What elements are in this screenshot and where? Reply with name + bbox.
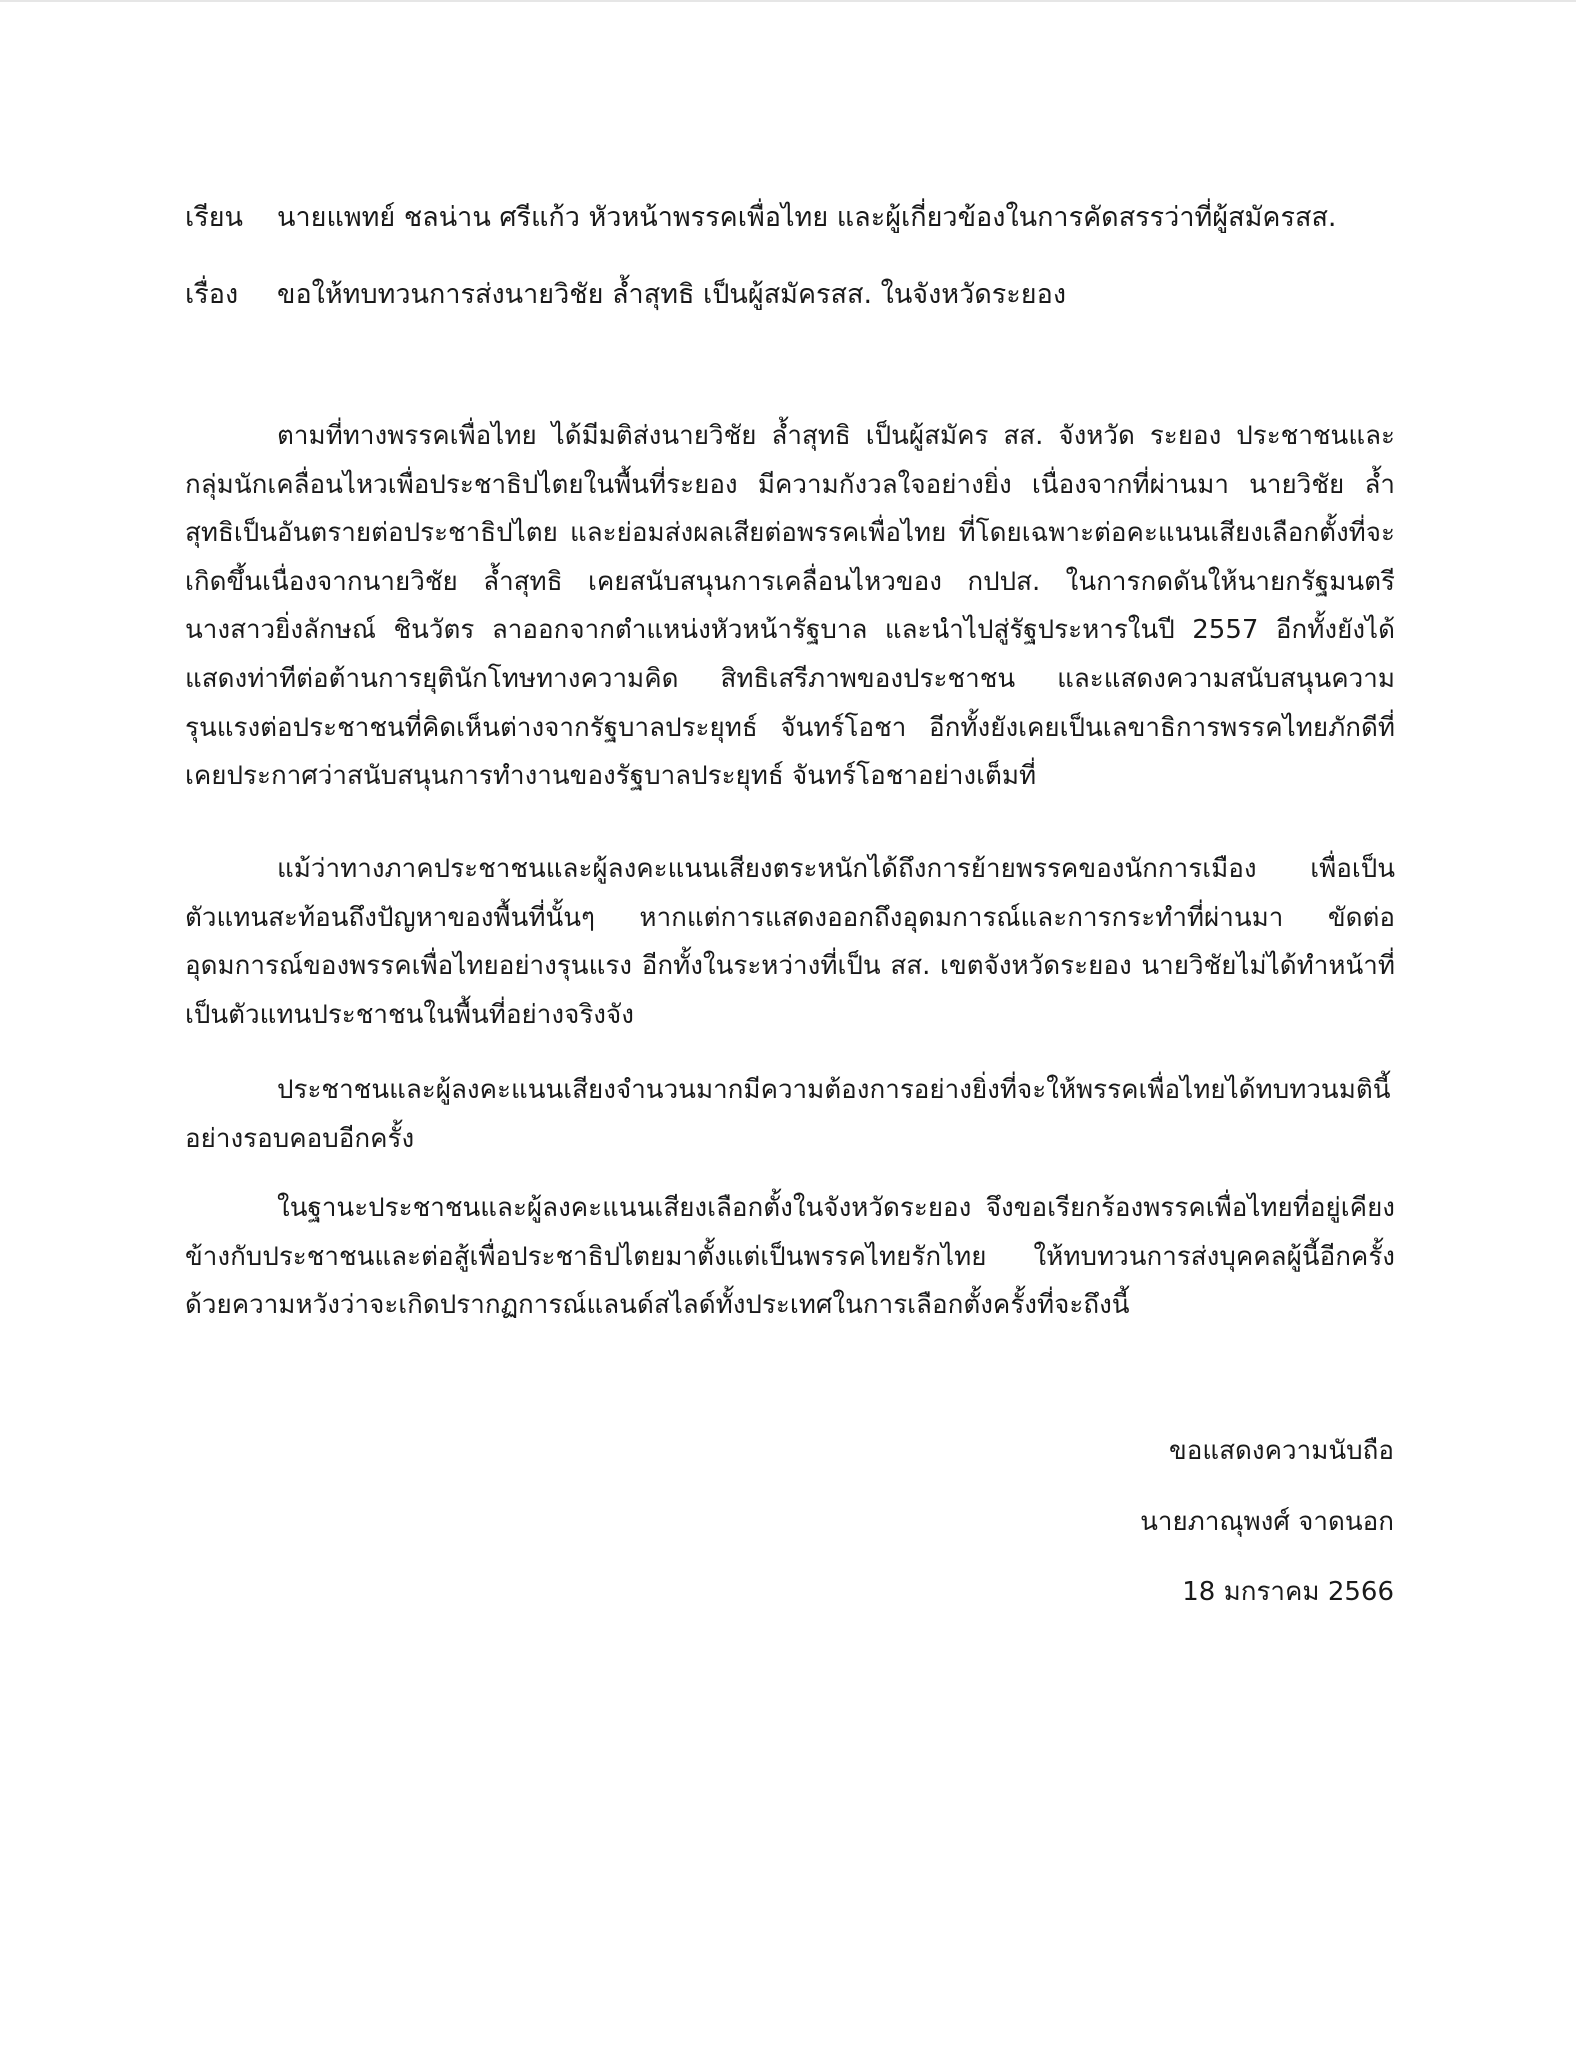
recipient-line bbox=[185, 198, 1395, 238]
page-top-border bbox=[0, 0, 1576, 2]
body-paragraph-4: ในฐานะประชาชนและผู้ลงคะแนนเสียงเลือกตั้งในจังหวัดระยอง จึงขอเรียกร้องพรรคเพื่อไทยที่อยู่เคียงข้างกับประชาชนและต่อสู้เพื่อประชาธิปไตยมาตั้งแต่เป็นพรรคไทยรักไทย ให้ทบทวนการส่งบุคคลผู้นี้อีกครั้ง ด้วยความหวังว่าจะเกิดปรากฏการณ์แลนด์สไลด์ทั้งประเทศในการเลือกตั้งครั้งที่จะถึงนี้ bbox=[185, 1193, 1395, 1321]
subject-line bbox=[185, 275, 1395, 315]
letter-date: 18 มกราคม 2566 bbox=[1182, 1577, 1394, 1607]
subject-label: เรื่อง bbox=[185, 279, 239, 310]
body-paragraph-3: ประชาชนและผู้ลงคะแนนเสียงจำนวนมากมีความต้องการอย่างยิ่งที่จะให้พรรคเพื่อไทยได้ทบทวนมตินี้อย่างรอบคอบอีกครั้ง bbox=[185, 1075, 1391, 1154]
recipient-label: เรียน bbox=[185, 202, 244, 233]
recipient-text: นายแพทย์ ชลน่าน ศรีแก้ว หัวหน้าพรรคเพื่อไทย และผู้เกี่ยวข้องในการคัดสรรว่าที่ผู้สมัครสส. bbox=[277, 202, 1337, 233]
body-paragraph-2: แม้ว่าทางภาคประชาชนและผู้ลงคะแนนเสียงตระหนักได้ถึงการย้ายพรรคของนักการเมือง เพื่อเป็นตัวแทนสะท้อนถึงปัญหาของพื้นที่นั้นๆ หากแต่การแสดงออกถึงอุดมการณ์และการกระทำที่ผ่านมา ขัดต่ออุดมการณ์ของพรรคเพื่อไทยอย่างรุนแรง อีกทั้งในระหว่างที่เป็น สส. เขตจังหวัดระยอง นายวิชัยไม่ได้ทำหน้าที่เป็นตัวแทนประชาชนในพื้นที่อย่างจริงจัง bbox=[185, 854, 1395, 1030]
subject-text: ขอให้ทบทวนการส่งนายวิชัย ล้ำสุทธิ เป็นผู้สมัครสส. ในจังหวัดระยอง bbox=[277, 279, 1067, 310]
body-paragraph-1: ตามที่ทางพรรคเพื่อไทย ได้มีมติส่งนายวิชัย ล้ำสุทธิ เป็นผู้สมัคร สส. จังหวัด ระยอง ประชาชนและกลุ่มนักเคลื่อนไหวเพื่อประชาธิปไตยในพื้นที่ระยอง มีความกังวลใจอย่างยิ่ง เนื่องจากที่ผ่านมา นายวิชัย ล้ำสุทธิเป็นอันตรายต่อประชาธิปไตย และย่อมส่งผลเสียต่อพรรคเพื่อไทย ที่โดยเฉพาะต่อคะแนนเสียงเลือกตั้งที่จะเกิดขึ้นเนื่องจากนายวิชัย ล้ำสุทธิ เคยสนับสนุนการเคลื่อนไหวของ กปปส. ในการกดดันให้นายกรัฐมนตรีนางสาวยิ่งลักษณ์ ชินวัตร ลาออกจากตำแหน่งหัวหน้ารัฐบาล และนำไปสู่รัฐประหารในปี 2557 อีกทั้งยังได้แสดงท่าทีต่อต้านการยุตินักโทษทางความคิด สิทธิเสรีภาพของประชาชน และแสดงความสนับสนุนความรุนแรงต่อประชาชนที่คิดเห็นต่างจากรัฐบาลประยุทธ์ จันทร์โอชา อีกทั้งยังเคยเป็นเลขาธิการพรรคไทยภักดีที่เคยประกาศว่าสนับสนุนการทำงานของรัฐบาลประยุทธ์ จันทร์โอชาอย่างเต็มที่ bbox=[185, 421, 1395, 792]
signer-name: นายภาณุพงศ์ จาดนอก bbox=[1140, 1507, 1394, 1537]
closing-salutation: ขอแสดงความนับถือ bbox=[1169, 1436, 1394, 1466]
